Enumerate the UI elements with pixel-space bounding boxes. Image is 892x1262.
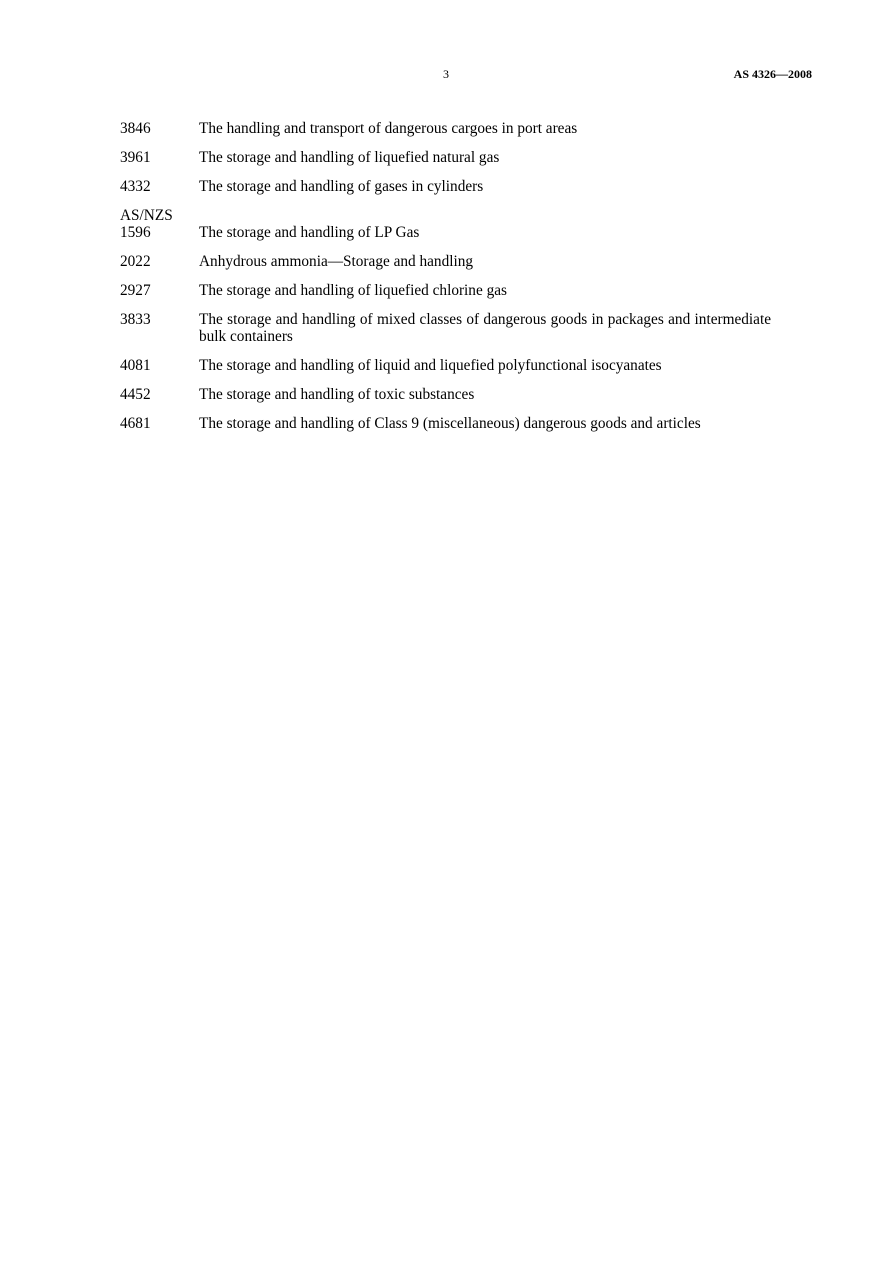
- standard-code: 4452: [120, 386, 151, 403]
- standard-code: 2927: [120, 282, 151, 299]
- standard-code: 3846: [120, 120, 151, 137]
- list-item: [120, 357, 771, 374]
- list-item: [120, 415, 771, 432]
- standard-title: The storage and handling of toxic substances: [199, 386, 475, 403]
- list-item: [120, 311, 771, 345]
- list-item: [120, 224, 771, 241]
- standards-list: [120, 120, 771, 432]
- standard-code: 3961: [120, 149, 151, 166]
- standard-title: The storage and handling of LP Gas: [199, 224, 420, 241]
- standard-title: The handling and transport of dangerous cargoes in port areas: [199, 120, 578, 137]
- group-label: AS/NZS: [120, 207, 173, 224]
- standard-title: The storage and handling of gases in cylinders: [199, 178, 484, 195]
- standard-code: 4332: [120, 178, 151, 195]
- standard-title: The storage and handling of liquefied natural gas: [199, 149, 500, 166]
- list-item: [120, 386, 771, 403]
- standard-code: 4081: [120, 357, 151, 374]
- page-number: 3: [443, 67, 449, 81]
- standard-title: The storage and handling of liquid and liquefied polyfunctional isocyanates: [199, 357, 662, 374]
- standard-title: The storage and handling of liquefied chlorine gas: [199, 282, 507, 299]
- list-item: [120, 282, 771, 299]
- document-id: AS 4326—2008: [733, 67, 812, 81]
- standard-title: Anhydrous ammonia—Storage and handling: [199, 253, 474, 270]
- list-item: [120, 253, 771, 270]
- standard-code: 2022: [120, 253, 151, 270]
- list-item: [120, 120, 771, 137]
- list-item: [120, 149, 771, 166]
- standard-code: 4681: [120, 415, 151, 432]
- standard-code: 3833: [120, 311, 151, 328]
- standard-title: The storage and handling of mixed classes of dangerous goods in packages and intermediate bulk containers: [199, 311, 771, 345]
- standard-code: 1596: [120, 224, 151, 241]
- list-item: [120, 178, 771, 195]
- standard-title: The storage and handling of Class 9 (miscellaneous) dangerous goods and articles: [199, 415, 701, 432]
